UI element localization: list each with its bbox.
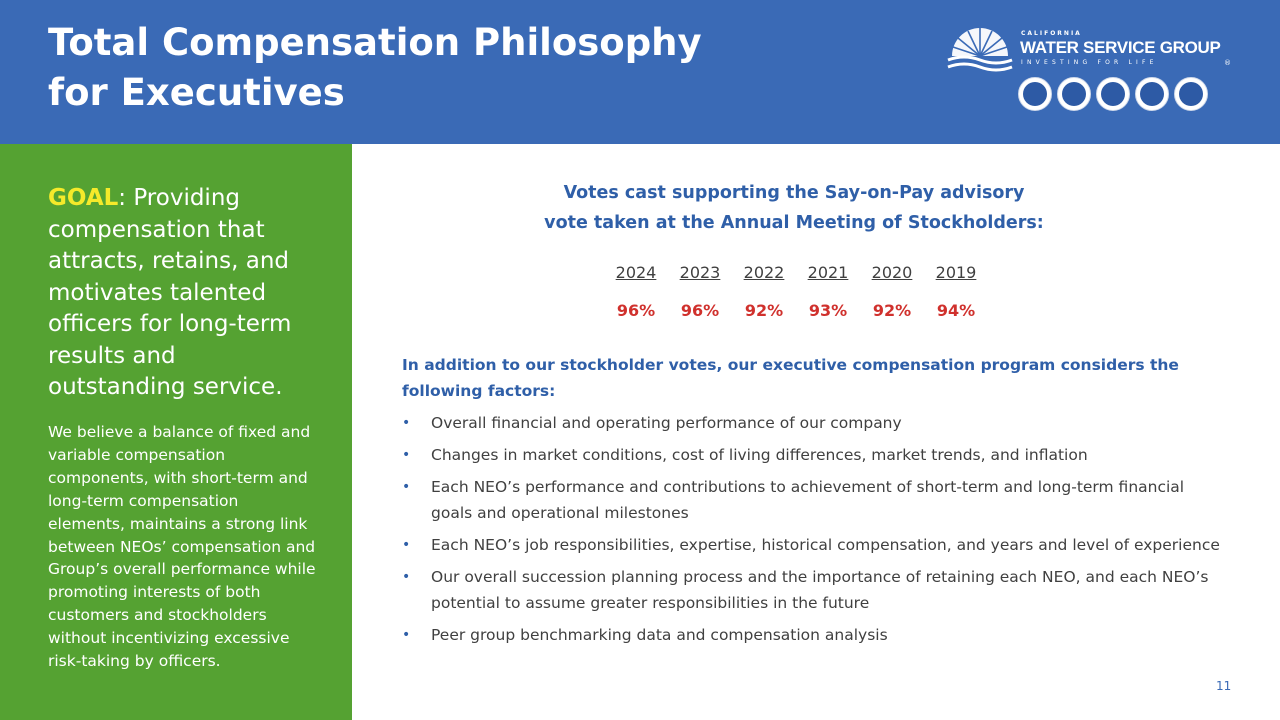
list-item — [402, 564, 1222, 616]
california-seal-icon — [1018, 77, 1052, 111]
vote-percentage: 93% — [808, 301, 848, 320]
vote-percentage: 92% — [744, 301, 784, 320]
bullet-icon: • — [402, 627, 411, 643]
washington-seal-icon — [1174, 77, 1208, 111]
belief-statement: We believe a balance of fixed and variable compensation components, with short-term and long-term compensation elements, maintains a strong link between NEOs’ compensation and Group’s overall performance while promoting interests of both customers and stockholders without incentivizing excessive risk-taking by officers. — [48, 423, 316, 671]
list-item — [402, 532, 1222, 558]
company-logo — [946, 26, 1236, 118]
bullet-icon: • — [402, 447, 411, 463]
vote-years-row — [604, 263, 988, 282]
bullet-icon: • — [402, 569, 411, 585]
vote-year: 2024 — [615, 263, 657, 282]
factor-text: Overall financial and operating performance of our company — [431, 414, 902, 432]
votes-title-line-2: vote taken at the Annual Meeting of Stockholders: — [544, 213, 1044, 233]
factors-list — [402, 410, 1222, 654]
logo-small-text: CALIFORNIA — [1021, 30, 1082, 37]
sun-water-icon — [946, 26, 1014, 74]
vote-year: 2023 — [679, 263, 721, 282]
vote-year: 2021 — [807, 263, 849, 282]
hawaii-seal-icon — [1057, 77, 1091, 111]
votes-title — [480, 178, 1108, 238]
logo-brand-name: WATER SERVICE GROUP — [1020, 38, 1221, 57]
factor-text: Changes in market conditions, cost of living differences, market trends, and inflation — [431, 446, 1088, 464]
list-item — [402, 474, 1222, 526]
factors-intro: In addition to our stockholder votes, our executive compensation program considers the following factors: — [402, 356, 1179, 400]
page-number: 11 — [1216, 679, 1232, 693]
vote-year: 2022 — [743, 263, 785, 282]
page-title-line-2: for Executives — [48, 71, 345, 114]
vote-year: 2020 — [871, 263, 913, 282]
vote-percentage: 92% — [872, 301, 912, 320]
vote-year: 2019 — [935, 263, 977, 282]
vote-percentages-row — [604, 301, 988, 320]
vote-percentage: 94% — [936, 301, 976, 320]
goal-label: GOAL — [48, 185, 119, 211]
bullet-icon: • — [402, 479, 411, 495]
vote-percentage: 96% — [616, 301, 656, 320]
texas-seal-icon — [1135, 77, 1169, 111]
state-seals — [1018, 77, 1208, 115]
factor-text: Our overall succession planning process and the importance of retaining each NEO, and each NEO’s potential to assume greater responsibilities in the future — [431, 568, 1209, 612]
page-title — [48, 18, 748, 118]
header-band — [0, 0, 1280, 144]
page-title-line-1: Total Compensation Philosophy — [48, 21, 702, 64]
list-item — [402, 410, 1222, 436]
votes-title-line-1: Votes cast supporting the Say-on-Pay advisory — [563, 183, 1025, 203]
goal-statement — [48, 183, 318, 404]
factor-text: Each NEO’s performance and contributions to achievement of short-term and long-term financial goals and operational milestones — [431, 478, 1185, 522]
logo-tagline: INVESTING FOR LIFE — [1021, 59, 1158, 66]
new-mexico-seal-icon — [1096, 77, 1130, 111]
list-item — [402, 622, 1222, 648]
goal-text: : Providing compensation that attracts, retains, and motivates talented officers for long-term results and outstanding service. — [48, 185, 292, 400]
bullet-icon: • — [402, 415, 411, 431]
list-item — [402, 442, 1222, 468]
vote-percentage: 96% — [680, 301, 720, 320]
bullet-icon: • — [402, 537, 411, 553]
factor-text: Peer group benchmarking data and compensation analysis — [431, 626, 888, 644]
factor-text: Each NEO’s job responsibilities, expertise, historical compensation, and years and level of experience — [431, 536, 1220, 554]
registered-mark: ® — [1224, 59, 1231, 67]
